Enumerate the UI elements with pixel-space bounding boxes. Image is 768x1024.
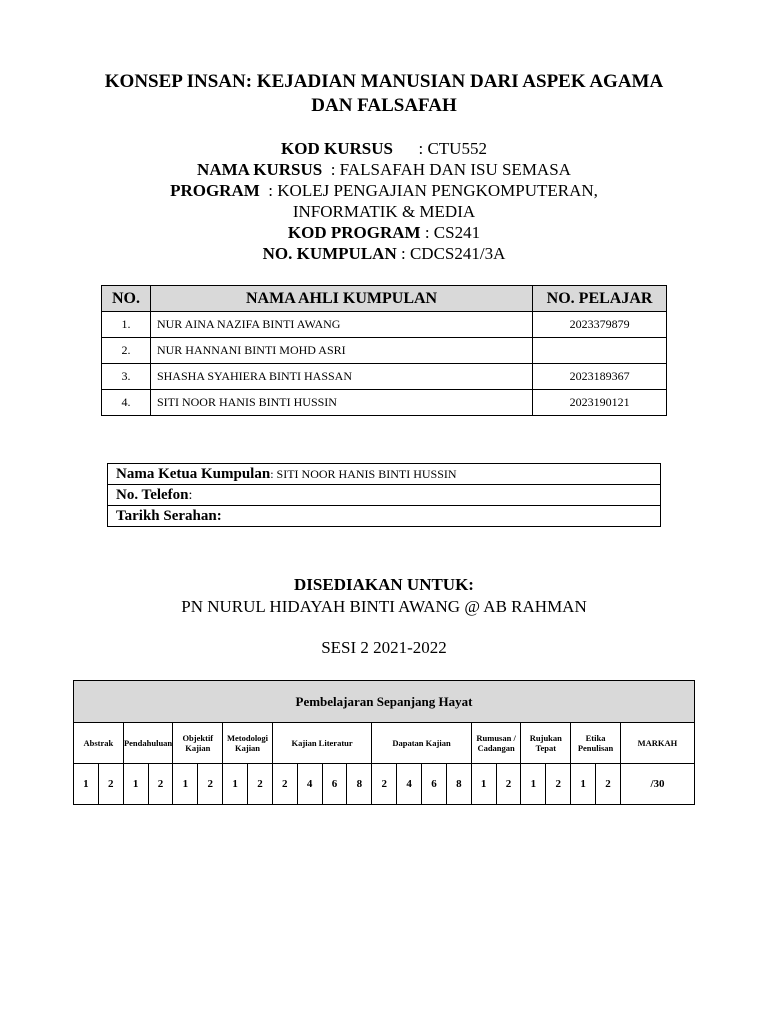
score-cell: 2	[596, 764, 621, 805]
course-info	[60, 138, 708, 264]
score-cell: 1	[571, 764, 596, 805]
ketua-cell	[108, 464, 661, 485]
score-cell: 2	[372, 764, 397, 805]
program-label: PROGRAM	[170, 181, 260, 200]
score-cell: 2	[98, 764, 123, 805]
ketua-label: Nama Ketua Kumpulan	[116, 465, 271, 482]
program-line	[60, 180, 708, 201]
rubric-table	[73, 680, 695, 805]
table-row	[102, 338, 667, 364]
rubric-title-row	[74, 681, 695, 723]
prepared-for	[60, 574, 708, 618]
criteria-abstrak: Abstrak	[74, 723, 124, 764]
nama-kursus-value: : FALSAFAH DAN ISU SEMASA	[330, 160, 571, 179]
row-name: NUR HANNANI BINTI MOHD ASRI	[150, 338, 532, 364]
score-cell: 1	[123, 764, 148, 805]
row-id: 2023189367	[533, 364, 667, 390]
session-label: SESI 2 2021-2022	[321, 638, 447, 657]
row-no: 4.	[102, 390, 151, 416]
header-no: NO.	[102, 286, 151, 312]
nama-kursus-label: NAMA KURSUS	[197, 160, 323, 179]
score-cell: 8	[446, 764, 471, 805]
score-cell: 2	[496, 764, 521, 805]
header-no-pelajar: NO. PELAJAR	[533, 286, 667, 312]
document-title	[60, 70, 708, 118]
row-name: SITI NOOR HANIS BINTI HUSSIN	[150, 390, 532, 416]
kod-kursus-line	[60, 138, 708, 159]
members-table	[101, 285, 667, 416]
table-row	[102, 312, 667, 338]
score-cell: 8	[347, 764, 372, 805]
nama-kursus-line	[60, 159, 708, 180]
rubric-scores-row	[74, 764, 695, 805]
program-line-2: INFORMATIK & MEDIA	[292, 202, 476, 221]
row-id: 2023190121	[533, 390, 667, 416]
score-cell: 2	[148, 764, 173, 805]
score-cell: 4	[297, 764, 322, 805]
kod-program-value: : CS241	[424, 223, 481, 242]
criteria-pendahuluan: Pendahuluan	[123, 723, 173, 764]
row-no: 3.	[102, 364, 151, 390]
score-cell: 6	[322, 764, 347, 805]
row-no: 2.	[102, 338, 151, 364]
no-kumpulan-line	[60, 243, 708, 264]
program-value: : KOLEJ PENGAJIAN PENGKOMPUTERAN,	[268, 181, 598, 200]
score-cell: 2	[546, 764, 571, 805]
criteria-literatur: Kajian Literatur	[272, 723, 371, 764]
no-kumpulan-label: NO. KUMPULAN	[262, 244, 397, 263]
ketua-value: : SITI NOOR HANIS BINTI HUSSIN	[270, 466, 457, 481]
criteria-metodologi: Metodologi Kajian	[223, 723, 273, 764]
criteria-etika: Etika Penulisan	[571, 723, 621, 764]
markah-total: /30	[620, 764, 694, 805]
score-cell: 1	[521, 764, 546, 805]
tarikh-label: Tarikh Serahan:	[116, 507, 222, 524]
score-cell: 2	[272, 764, 297, 805]
row-id	[533, 338, 667, 364]
members-header-row	[102, 286, 667, 312]
criteria-markah: MARKAH	[620, 723, 694, 764]
row-no: 1.	[102, 312, 151, 338]
score-cell: 6	[422, 764, 447, 805]
score-cell: 2	[248, 764, 273, 805]
tarikh-cell	[108, 506, 661, 527]
no-kumpulan-value: : CDCS241/3A	[400, 244, 506, 263]
lecturer-name: PN NURUL HIDAYAH BINTI AWANG @ AB RAHMAN	[181, 597, 587, 616]
kod-program-line	[60, 222, 708, 243]
score-cell: 1	[471, 764, 496, 805]
rubric-criteria-row	[74, 723, 695, 764]
score-cell: 1	[74, 764, 99, 805]
table-row	[102, 390, 667, 416]
score-cell: 1	[223, 764, 248, 805]
tarikh-row	[108, 506, 661, 527]
row-name: NUR AINA NAZIFA BINTI AWANG	[150, 312, 532, 338]
score-cell: 4	[397, 764, 422, 805]
score-cell: 1	[173, 764, 198, 805]
telefon-cell	[108, 485, 661, 506]
criteria-objektif: Objektif Kajian	[173, 723, 223, 764]
kod-kursus-label: KOD KURSUS	[281, 139, 393, 158]
header-nama: NAMA AHLI KUMPULAN	[150, 286, 532, 312]
leader-info-table	[107, 463, 661, 527]
criteria-dapatan: Dapatan Kajian	[372, 723, 471, 764]
kod-kursus-value: : CTU552	[418, 139, 487, 158]
prepared-for-header: DISEDIAKAN UNTUK:	[294, 575, 474, 594]
ketua-row	[108, 464, 661, 485]
row-id: 2023379879	[533, 312, 667, 338]
telefon-row	[108, 485, 661, 506]
criteria-rujukan: Rujukan Tepat	[521, 723, 571, 764]
row-name: SHASHA SYAHIERA BINTI HASSAN	[150, 364, 532, 390]
rubric-title: Pembelajaran Sepanjang Hayat	[74, 681, 695, 723]
telefon-label: No. Telefon	[116, 486, 189, 503]
criteria-rumusan: Rumusan / Cadangan	[471, 723, 521, 764]
telefon-value: :	[188, 487, 193, 503]
score-cell: 2	[198, 764, 223, 805]
title-line-2: DAN FALSAFAH	[311, 95, 457, 116]
kod-program-label: KOD PROGRAM	[287, 223, 421, 242]
table-row	[102, 364, 667, 390]
title-line-1: KONSEP INSAN: KEJADIAN MANUSIAN DARI ASPEK AGAMA	[104, 71, 664, 92]
